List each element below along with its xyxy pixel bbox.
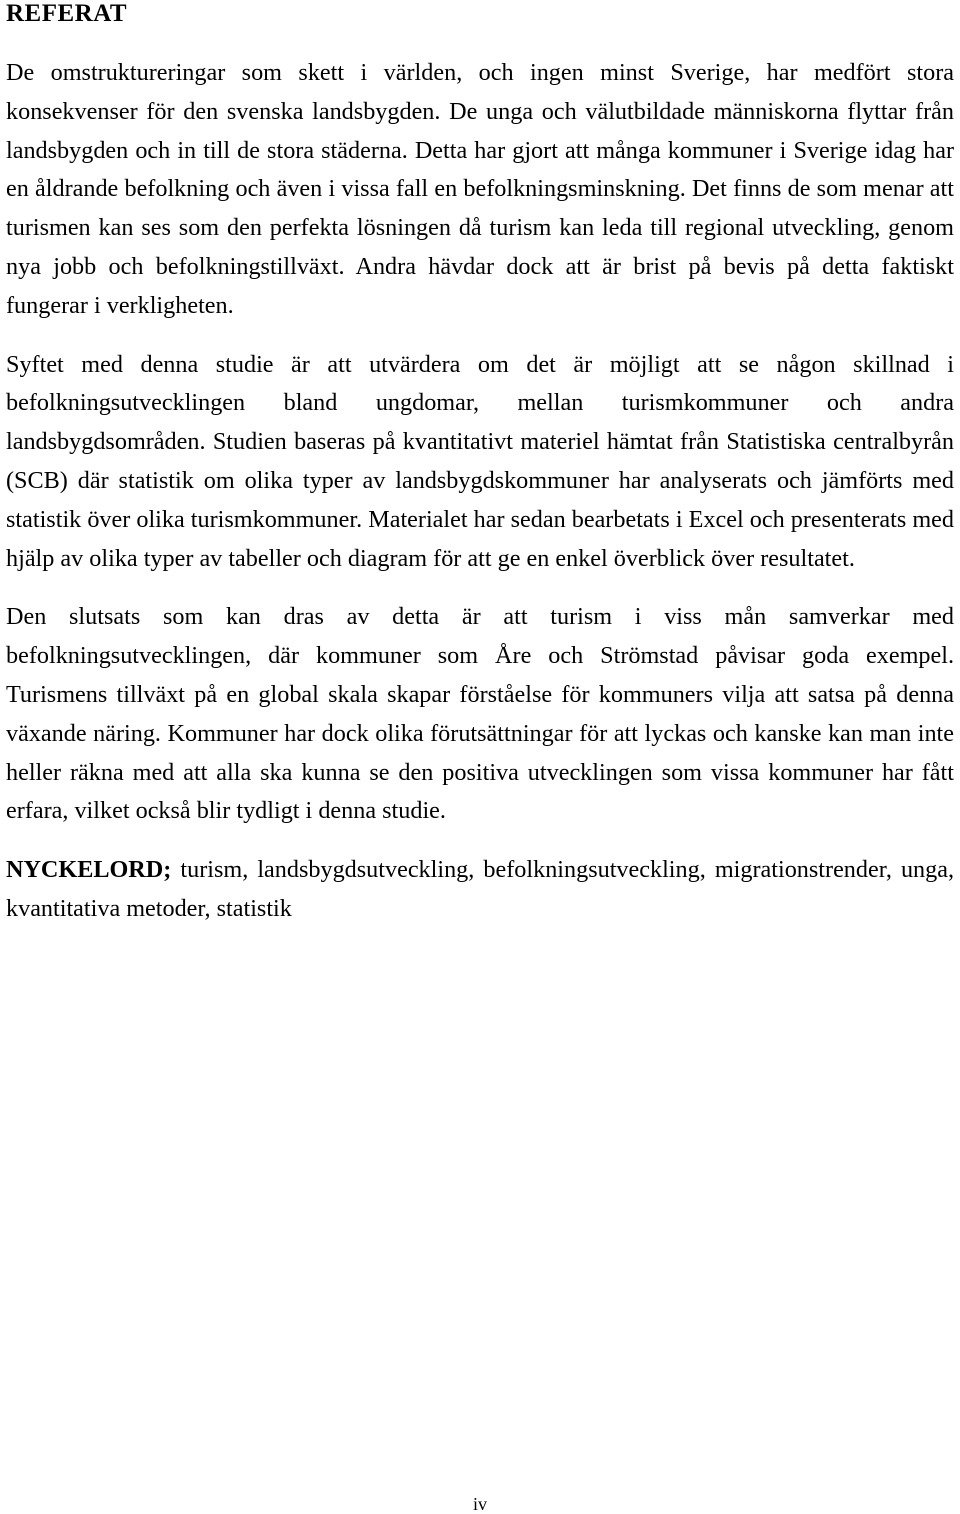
keywords-list: turism, landsbygdsutveckling, befolkningsutveckling, migrationstrender, unga, kvantitativa metoder, statistik xyxy=(6,856,955,922)
page-number: iv xyxy=(472,1494,487,1514)
abstract-paragraph-1: De omstruktureringar som skett i världen, och ingen minst Sverige, har medfört stora konsekvenser för den svenska landsbygden. De unga och välutbildade människorna flyttar från landsbygden och in till de stora städerna. Detta har gjort att många kommuner i Sverige idag har en åldrande befolkning och även i vissa fall en befolkningsminskning. Det finns de som menar att turismen kan ses som den perfekta lösningen då turism kan leda till regional utveckling, genom nya jobb och befolkningstillväxt. Andra hävdar dock att är brist på bevis på detta faktiskt fungerar i verkligheten. xyxy=(6,59,954,319)
abstract-paragraph-2: Syftet med denna studie är att utvärdera om det är möjligt att se någon skillnad i befolkningsutvecklingen bland ungdomar, mellan turismkommuner och andra landsbygdsområden. Studien baseras på kvantitativt materiel hämtat från Statistiska centralbyrån (SCB) där statistik om olika typer av landsbygdskommuner har analyserats och jämförts med statistik över olika turismkommuner. Materialet har sedan bearbetats i Excel och presenterats med hjälp av olika typer av tabeller och diagram för att ge en enkel överblick över resultatet. xyxy=(6,350,954,572)
keywords-label: NYCKELORD; xyxy=(6,856,172,884)
page-heading: REFERAT xyxy=(6,0,128,27)
keywords-block xyxy=(6,851,954,929)
document-page xyxy=(6,0,954,929)
abstract-paragraph-3: Den slutsats som kan dras av detta är att turism i viss mån samverkar med befolkningsutvecklingen, där kommuner som Åre och Strömstad påvisar goda exempel. Turismens tillväxt på en global skala skapar förståelse för kommuners vilja att satsa på denna växande näring. Kommuner har dock olika förutsättningar för att lyckas och kanske kan man inte heller räkna med att alla ska kunna se den positiva utvecklingen som vissa kommuner har fått erfara, vilket också blir tydligt i denna studie. xyxy=(6,603,954,825)
